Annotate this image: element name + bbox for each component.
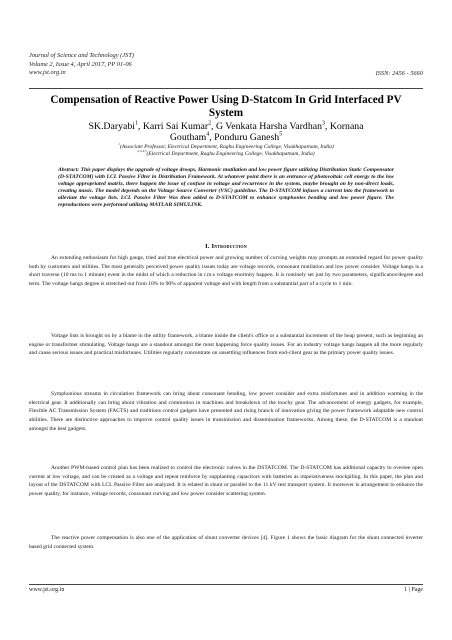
author-line-1: SK.Daryabi$^1$, Karri Sai Kumar$^2$, G Venkata Harsha Vardhan$^3$, Kornana [88, 120, 364, 132]
author-marker: 4 [206, 131, 210, 138]
author-line-2: Goutham$^4$, Ponduru Ganesh$^5$ [169, 131, 283, 144]
paragraph-2: Voltage lists is brought on by a blame in the utility framework, a blame inside the client's office or a substantial increment of the heap present, such as beginning an engine or transformer stimulating. Voltage hangs are a standout amongst the most happening force quality issues. For an industry voltage hangs happen all the more regularly and cause serious issues and practical misfortunes. Utilities regularly concentrate on unsettling influences from end-client gear as the primary power quality issues. [29, 333, 423, 357]
header-divider [29, 88, 423, 89]
section-heading [29, 243, 423, 250]
author-marker: 3 [321, 120, 325, 127]
paragraph-3: Symphonious streams in circulation framework can bring about consonant bending, low power consider and extra misfortunes and in addition warming in the electrical gear. It additionally can bring about vibration and commotion in machines and breakdown of the touchy gear. The advancement of energy gadgets, for example, Flexible AC Transmission System (FACTS) and traditions control gadgets have presented and rising branch of innovation giving the power framework adaptable new control abilities. There are distinctive approaches to improve control quality issues in transmission and dissemination frameworks. Among these, the D-STATCOM is a standout amongst the best gadgets. [29, 391, 423, 432]
author-name: Ponduru Ganesh [214, 132, 280, 144]
paper-title: Compensation of Reactive Power Using D-Statcom In Grid Interfaced PV System [50, 94, 402, 119]
footer-url[interactable]: www.jst.org.in [29, 587, 65, 593]
author-name: Goutham [169, 132, 207, 144]
journal-header-block [29, 52, 134, 78]
section-number: I. [205, 243, 210, 250]
author-marker: 1 [134, 120, 138, 127]
author-marker: 5 [279, 131, 283, 138]
journal-volume: Volume 2, Issue 4, April 2017, PP 01-06 [29, 60, 132, 68]
journal-name-text: Journal of Science and Technology (JST) [29, 52, 135, 59]
journal-issn: ISSN: 2456 - 5660 [375, 70, 423, 77]
affiliation-2-marker: 2,3,4,5 [137, 149, 147, 154]
affiliation-1-marker: 1 [118, 142, 120, 147]
author-name: SK.Daryabi [88, 121, 135, 132]
affiliation-2 [40, 151, 412, 158]
section-title: Introduction [211, 243, 247, 250]
abstract-text: This paper displays the upgrade of voltage droops, Harmonic mutilation and low power figure utilizing Distribution Static Compensator (D-STATCOM) with LCL Passive Filter in Distribution Framework. At whatever point there is an entrance of photovoltaic cell energy to the low voltage appropriated matrix, there happen the issue of confuse in voltage and recurrence in the system, maybe brought on by non-direct loads, creating music. The model depends on the Voltage Source Converter (VSC) guideline. The D-STATCOM infuses a current into the framework to alleviate the voltage lists. LCL Passive Filter Was then added to D-STATCOM to enhance symphonies bending and low power figure. The reproductions were performed utilizing MATLAB SIMULINK. [58, 167, 395, 208]
footer-divider [29, 584, 423, 585]
paragraph-4: Another PWM-based control plan has been realized to control the electronic valves in the DSTATCOM. The D-STATCOM has additional capacity to oversee open current at low voltage, and can be created as a voltage and repeat reinforce by supplanting capacitors with batteries as imperativeness stockpiling. In this paper, the plan and layout of the DSTATCOM with LCL Passive Filter are analyzed. It is related in shunt or parallel to the 11 kV test transport system. It moreover is arrangement to enhance the power quality, for instance, voltage records, consonant curving and low power consider scattering system. [29, 465, 423, 498]
affiliation-2-text: (Electrical Department, Raghu Engineering College, Visakhapatnam, India) [146, 151, 315, 157]
author-name: Kornana [329, 121, 364, 132]
abstract-label: Abstract: [58, 167, 80, 173]
author-name: Karri Sai Kumar [142, 121, 209, 132]
page-number: 1 | Page [404, 587, 423, 593]
affiliation-1-text: (Associate Professor, Electrical Department, Raghu Engineering College, Visakhapatnam, India) [119, 144, 334, 150]
author-name: G Venkata Harsha Vardhan [215, 121, 322, 132]
abstract [58, 167, 394, 209]
paragraph-5: The reactive power compensation is also one of the application of shunt converter devices [4]. Figure 1 shows the basic diagram for the shunt connected inverter based grid connected system. [29, 535, 423, 550]
author-marker: 2 [208, 120, 212, 127]
journal-url[interactable]: www.jst.org.in [29, 69, 66, 77]
paragraph-1: An extending enthusiasm for high gauge, tried and true electrical power and growing number of curving weights may prompts an extended regard for power quality both by customers and utilities. The most generally perceived power quality issues today are voltage records, consonant mutilation and low power consider. Voltage hangs is a short traverse (10 ms to 1 minute) event in the midst of which a reduction in r.m.s voltage enormity happen. It is routinely set just by two parameters, significance/degree and term. The voltage hangs degree is stretched out from 10% to 90% of apparent voltage and with length from a substantial part of a cycle to 1 min. [29, 255, 423, 288]
author-list [40, 121, 412, 143]
